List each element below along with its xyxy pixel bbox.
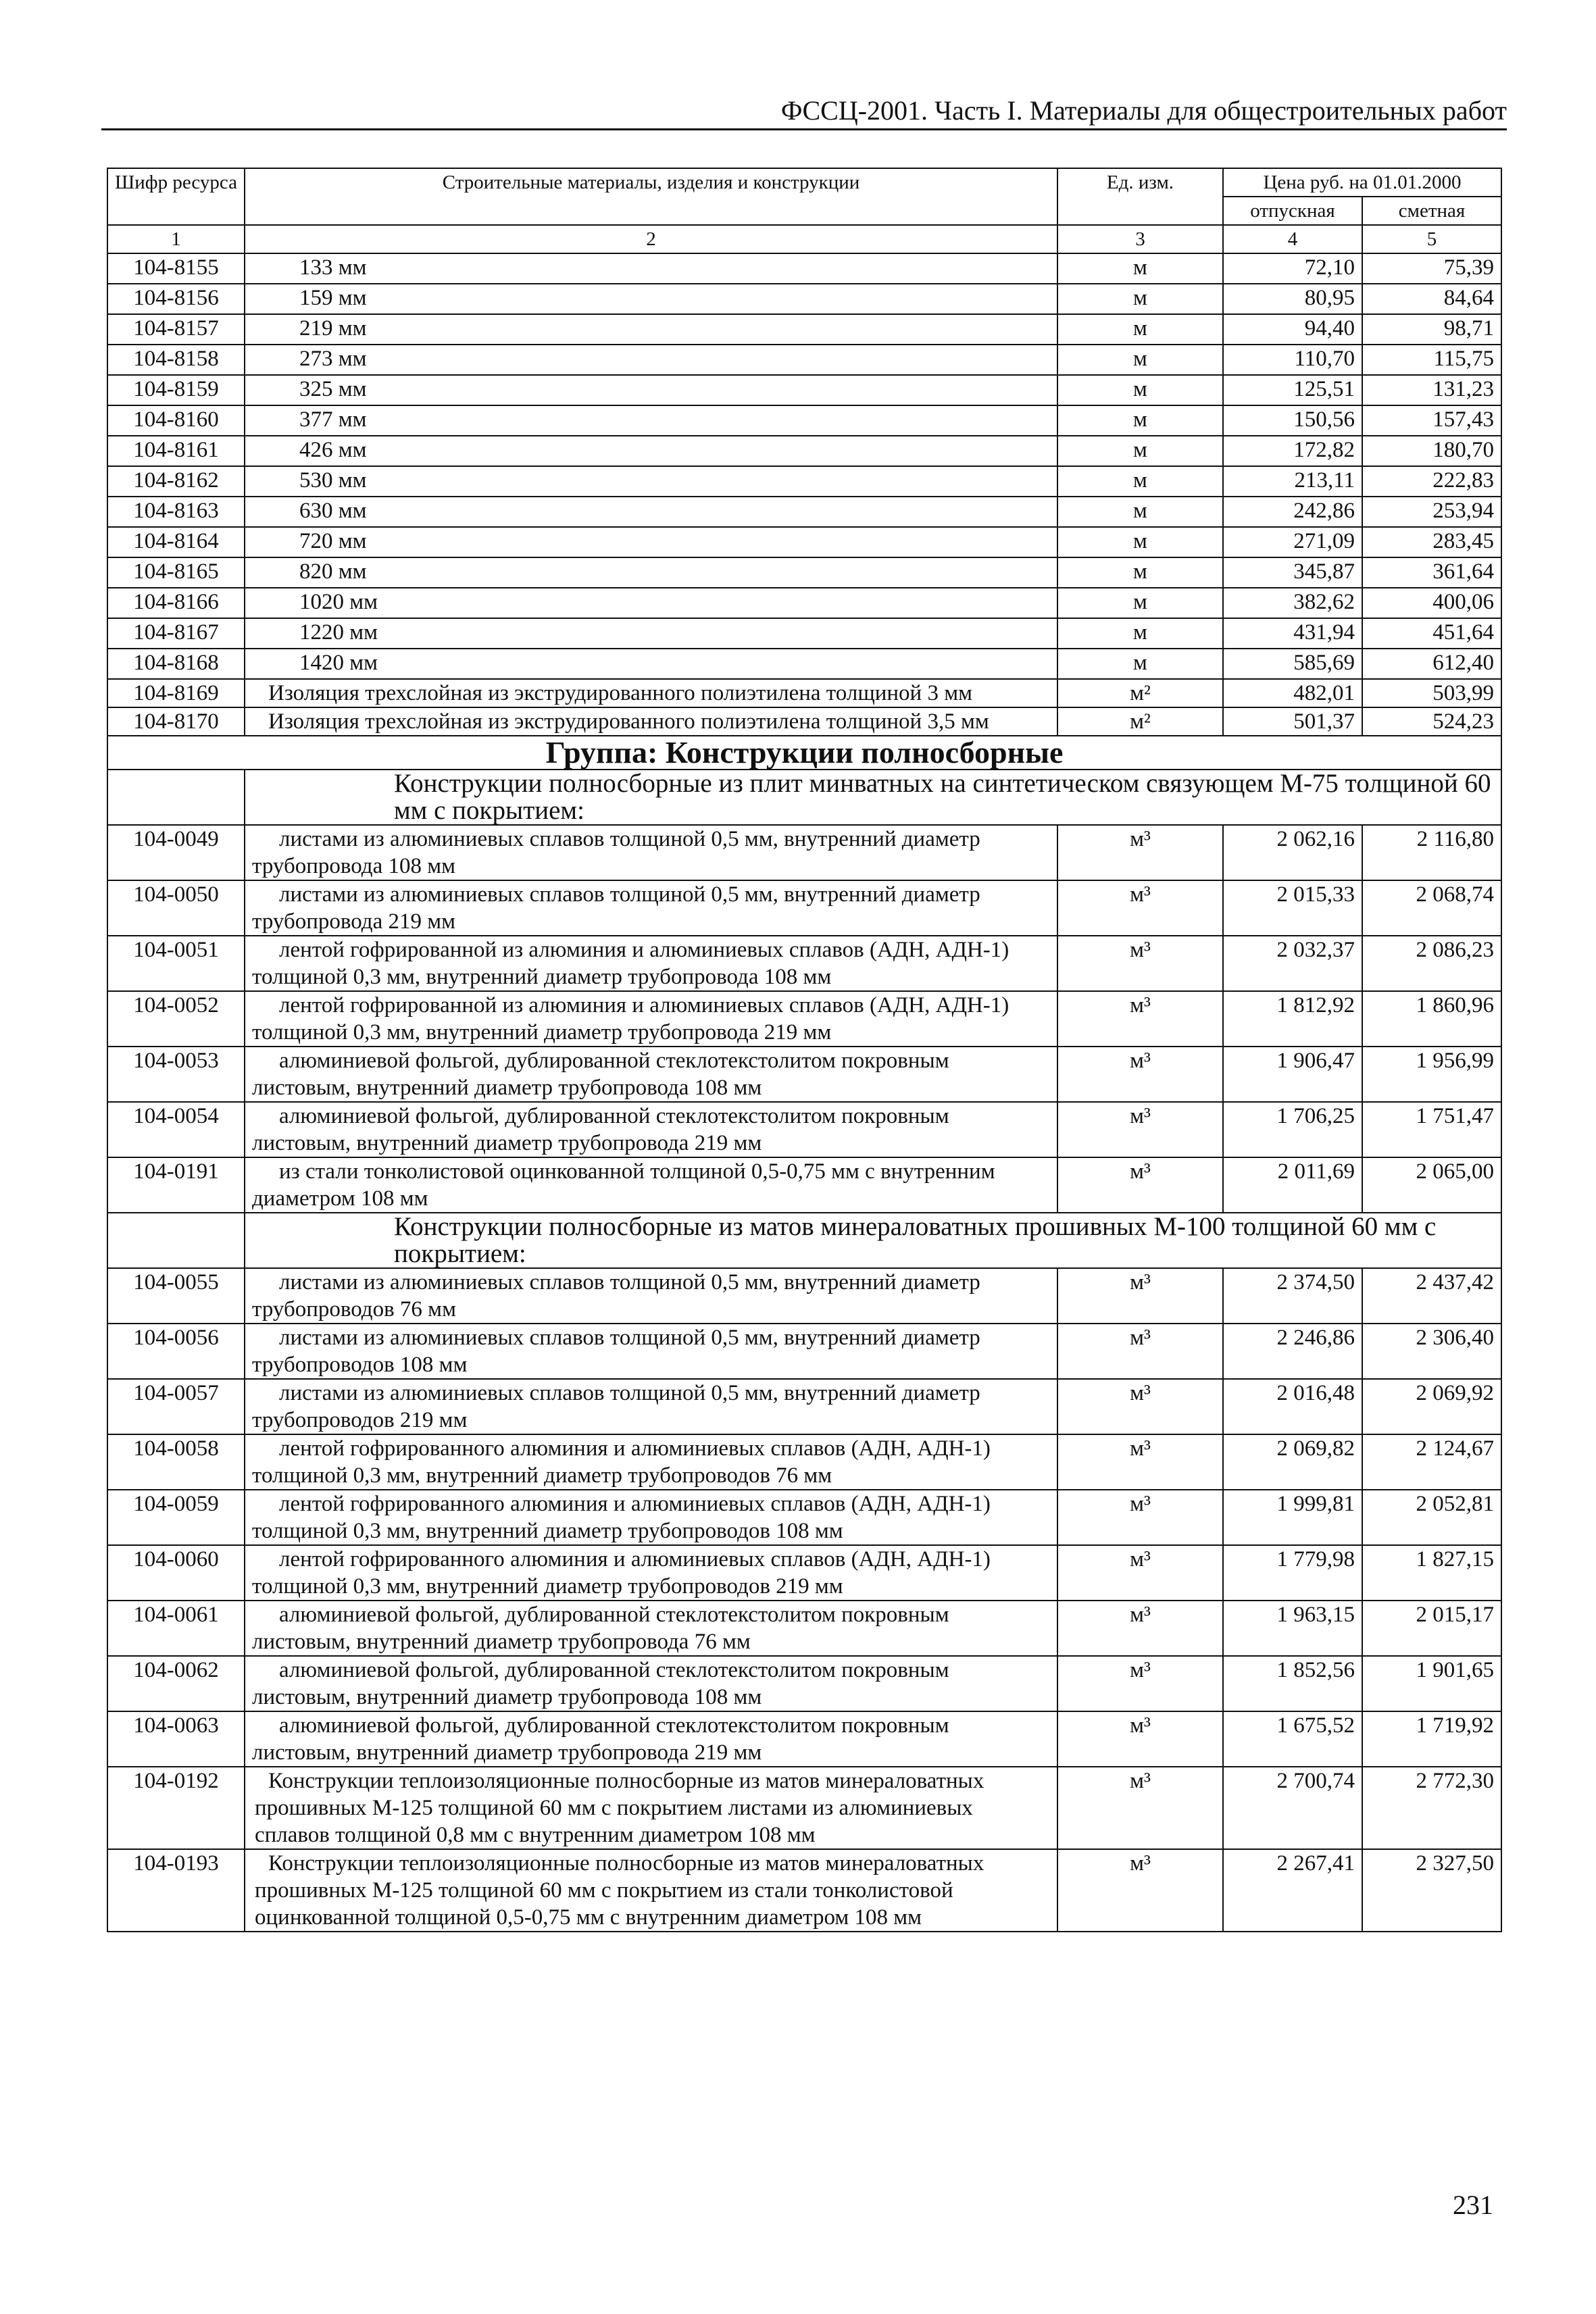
- cell-release-price: 1 999,81: [1223, 1490, 1362, 1545]
- cell-name: алюминиевой фольгой, дублированной стеклотекстолитом покровным листовым, внутренний диаметр трубопровода 219 мм: [245, 1102, 1057, 1157]
- cell-estimate-price: 2 086,23: [1362, 936, 1501, 991]
- cell-unit: м³: [1057, 825, 1223, 880]
- cell-unit: м²: [1057, 679, 1223, 707]
- cell-release-price: 2 069,82: [1223, 1434, 1362, 1490]
- column-number: 2: [245, 225, 1057, 253]
- table-row: [107, 1102, 1501, 1157]
- table-row: [107, 527, 1501, 557]
- cell-estimate-price: 115,75: [1362, 345, 1501, 375]
- cell-unit: м³: [1057, 1656, 1223, 1711]
- cell-estimate-price: 222,83: [1362, 466, 1501, 497]
- cell-estimate-price: 253,94: [1362, 497, 1501, 527]
- cell-unit: м: [1057, 466, 1223, 497]
- cell-release-price: 2 062,16: [1223, 825, 1362, 880]
- cell-code: 104-0050: [107, 880, 245, 936]
- cell-unit: м: [1057, 405, 1223, 436]
- cell-unit: м³: [1057, 1767, 1223, 1849]
- cell-estimate-price: 2 116,80: [1362, 825, 1501, 880]
- header-price-release: отпускная: [1223, 197, 1362, 225]
- group-title-row: [107, 736, 1501, 770]
- cell-release-price: 482,01: [1223, 679, 1362, 707]
- cell-release-price: 242,86: [1223, 497, 1362, 527]
- cell-name: Изоляция трехслойная из экструдированного полиэтилена толщиной 3,5 мм: [245, 707, 1057, 736]
- table-row: [107, 1379, 1501, 1434]
- table-row: [107, 436, 1501, 466]
- cell-estimate-price: 2 015,17: [1362, 1601, 1501, 1656]
- table-row: [107, 649, 1501, 679]
- cell-code: 104-0061: [107, 1601, 245, 1656]
- cell-code: 104-8168: [107, 649, 245, 679]
- page-header-title: ФССЦ-2001. Часть I. Материалы для общестроительных работ: [780, 95, 1507, 126]
- table-row: [107, 1849, 1501, 1932]
- cell-release-price: 2 015,33: [1223, 880, 1362, 936]
- table-row: [107, 314, 1501, 345]
- cell-name: 325 мм: [245, 375, 1057, 405]
- cell-unit: м: [1057, 375, 1223, 405]
- table-row: [107, 588, 1501, 618]
- cell-name: 219 мм: [245, 314, 1057, 345]
- cell-name: лентой гофрированного алюминия и алюминиевых сплавов (АДН, АДН-1) толщиной 0,3 мм, внутренний диаметр трубопроводов 76 мм: [245, 1434, 1057, 1490]
- cell-estimate-price: 131,23: [1362, 375, 1501, 405]
- section-title-row: [107, 770, 1501, 825]
- cell-estimate-price: 157,43: [1362, 405, 1501, 436]
- cell-release-price: 1 706,25: [1223, 1102, 1362, 1157]
- cell-name: листами из алюминиевых сплавов толщиной 0,5 мм, внутренний диаметр трубопроводов 219 мм: [245, 1379, 1057, 1434]
- cell-release-price: 172,82: [1223, 436, 1362, 466]
- cell-unit: м³: [1057, 1157, 1223, 1213]
- header-rule: [101, 128, 1507, 130]
- cell-code: 104-0057: [107, 1379, 245, 1434]
- cell-release-price: 72,10: [1223, 253, 1362, 284]
- cell-code: 104-8166: [107, 588, 245, 618]
- cell-release-price: 2 374,50: [1223, 1268, 1362, 1324]
- cell-estimate-price: 503,99: [1362, 679, 1501, 707]
- cell-unit: м: [1057, 253, 1223, 284]
- cell-unit: м³: [1057, 1849, 1223, 1932]
- header-unit: Ед. изм.: [1057, 168, 1223, 225]
- cell-unit: м²: [1057, 707, 1223, 736]
- cell-estimate-price: 1 860,96: [1362, 991, 1501, 1047]
- cell-name: 530 мм: [245, 466, 1057, 497]
- cell-code: 104-0193: [107, 1849, 245, 1932]
- table-row: [107, 1656, 1501, 1711]
- section-title: Конструкции полносборные из матов минераловатных прошивных М-100 толщиной 60 мм с покрытием:: [245, 1213, 1501, 1268]
- cell-code: 104-0059: [107, 1490, 245, 1545]
- cell-code: 104-0060: [107, 1545, 245, 1601]
- table-body: [107, 253, 1501, 1932]
- cell-name: листами из алюминиевых сплавов толщиной 0,5 мм, внутренний диаметр трубопровода 219 мм: [245, 880, 1057, 936]
- cell-release-price: 345,87: [1223, 557, 1362, 588]
- cell-unit: м³: [1057, 1545, 1223, 1601]
- cell-name: 159 мм: [245, 284, 1057, 314]
- cell-code: 104-0058: [107, 1434, 245, 1490]
- cell-unit: м³: [1057, 936, 1223, 991]
- cell-release-price: 1 852,56: [1223, 1656, 1362, 1711]
- cell-name: из стали тонколистовой оцинкованной толщиной 0,5-0,75 мм с внутренним диаметром 108 мм: [245, 1157, 1057, 1213]
- cell-estimate-price: 1 956,99: [1362, 1047, 1501, 1102]
- cell-release-price: 80,95: [1223, 284, 1362, 314]
- cell-unit: м: [1057, 588, 1223, 618]
- cell-code: 104-8157: [107, 314, 245, 345]
- cell-code: 104-8155: [107, 253, 245, 284]
- cell-unit: м³: [1057, 1102, 1223, 1157]
- cell-estimate-price: 2 065,00: [1362, 1157, 1501, 1213]
- cell-unit: м: [1057, 314, 1223, 345]
- cell-name: 273 мм: [245, 345, 1057, 375]
- cell-name: алюминиевой фольгой, дублированной стеклотекстолитом покровным листовым, внутренний диаметр трубопровода 108 мм: [245, 1656, 1057, 1711]
- cell-release-price: 125,51: [1223, 375, 1362, 405]
- cell-code: 104-0056: [107, 1324, 245, 1379]
- column-number: 5: [1362, 225, 1501, 253]
- cell-code: 104-0049: [107, 825, 245, 880]
- cell-estimate-price: 2 306,40: [1362, 1324, 1501, 1379]
- table-row: [107, 1711, 1501, 1767]
- cell-unit: м³: [1057, 1268, 1223, 1324]
- table-row: [107, 880, 1501, 936]
- cell-code: 104-8169: [107, 679, 245, 707]
- cell-code: 104-8164: [107, 527, 245, 557]
- cell-code: 104-8163: [107, 497, 245, 527]
- cell-unit: м: [1057, 436, 1223, 466]
- cell-release-price: 150,56: [1223, 405, 1362, 436]
- cell-code: 104-0191: [107, 1157, 245, 1213]
- cell-name: лентой гофрированной из алюминия и алюминиевых сплавов (АДН, АДН-1) толщиной 0,3 мм, внутренний диаметр трубопровода 219 мм: [245, 991, 1057, 1047]
- cell-name: Конструкции теплоизоляционные полносборные из матов минераловатных прошивных М-125 толщиной 60 мм с покрытием листами из алюминиевых сплавов толщиной 0,8 мм с внутренним диаметром 108 мм: [245, 1767, 1057, 1849]
- table-row: [107, 345, 1501, 375]
- cell-code: 104-8162: [107, 466, 245, 497]
- cell-release-price: 501,37: [1223, 707, 1362, 736]
- table-row: [107, 936, 1501, 991]
- header-code: Шифр ресурса: [107, 168, 245, 225]
- cell-release-price: 2 032,37: [1223, 936, 1362, 991]
- cell-release-price: 2 246,86: [1223, 1324, 1362, 1379]
- cell-release-price: 2 267,41: [1223, 1849, 1362, 1932]
- cell-name: 133 мм: [245, 253, 1057, 284]
- cell-name: 1020 мм: [245, 588, 1057, 618]
- cell-code: 104-8158: [107, 345, 245, 375]
- cell-unit: м³: [1057, 1601, 1223, 1656]
- table-row: [107, 284, 1501, 314]
- cell-unit: м³: [1057, 880, 1223, 936]
- cell-unit: м: [1057, 618, 1223, 649]
- cell-estimate-price: 361,64: [1362, 557, 1501, 588]
- cell-release-price: 1 675,52: [1223, 1711, 1362, 1767]
- cell-name: 1420 мм: [245, 649, 1057, 679]
- table-row: [107, 707, 1501, 736]
- table-header: [107, 168, 1501, 253]
- header-name: Строительные материалы, изделия и конструкции: [245, 168, 1057, 225]
- cell-unit: м³: [1057, 1434, 1223, 1490]
- cell-release-price: 1 963,15: [1223, 1601, 1362, 1656]
- cell-code: 104-0053: [107, 1047, 245, 1102]
- cell-name: 377 мм: [245, 405, 1057, 436]
- table-row: [107, 1545, 1501, 1601]
- column-number: 3: [1057, 225, 1223, 253]
- cell-code: 104-0051: [107, 936, 245, 991]
- table-row: [107, 497, 1501, 527]
- cell-code: 104-8160: [107, 405, 245, 436]
- cell-estimate-price: 98,71: [1362, 314, 1501, 345]
- cell-unit: м: [1057, 557, 1223, 588]
- cell-release-price: 1 812,92: [1223, 991, 1362, 1047]
- cell-code: 104-8156: [107, 284, 245, 314]
- cell-estimate-price: 75,39: [1362, 253, 1501, 284]
- group-title: Группа: Конструкции полносборные: [107, 736, 1501, 770]
- cell-code: 104-8167: [107, 618, 245, 649]
- table-row: [107, 1268, 1501, 1324]
- cell-release-price: 431,94: [1223, 618, 1362, 649]
- cell-estimate-price: 2 124,67: [1362, 1434, 1501, 1490]
- section-title: Конструкции полносборные из плит минватных на синтетическом связующем М-75 толщиной 60 мм с покрытием:: [245, 770, 1501, 825]
- table-row: [107, 375, 1501, 405]
- cell-code: 104-8161: [107, 436, 245, 466]
- cell-estimate-price: 1 901,65: [1362, 1656, 1501, 1711]
- cell-unit: м³: [1057, 1490, 1223, 1545]
- cell-name: лентой гофрированного алюминия и алюминиевых сплавов (АДН, АДН-1) толщиной 0,3 мм, внутренний диаметр трубопроводов 108 мм: [245, 1490, 1057, 1545]
- cell-name: алюминиевой фольгой, дублированной стеклотекстолитом покровным листовым, внутренний диаметр трубопровода 76 мм: [245, 1601, 1057, 1656]
- table-row: [107, 253, 1501, 284]
- table-row: [107, 1434, 1501, 1490]
- cell-estimate-price: 451,64: [1362, 618, 1501, 649]
- table-row: [107, 1490, 1501, 1545]
- cell-unit: м: [1057, 649, 1223, 679]
- cell-estimate-price: 180,70: [1362, 436, 1501, 466]
- cell-code: 104-0192: [107, 1767, 245, 1849]
- cell-release-price: 213,11: [1223, 466, 1362, 497]
- cell-unit: м: [1057, 527, 1223, 557]
- cell-code: 104-8170: [107, 707, 245, 736]
- cell-code: 104-8159: [107, 375, 245, 405]
- cell-name: алюминиевой фольгой, дублированной стеклотекстолитом покровным листовым, внутренний диаметр трубопровода 108 мм: [245, 1047, 1057, 1102]
- table-row: [107, 557, 1501, 588]
- cell-name: 1220 мм: [245, 618, 1057, 649]
- cell-release-price: 2 011,69: [1223, 1157, 1362, 1213]
- cell-release-price: 2 700,74: [1223, 1767, 1362, 1849]
- table-row: [107, 991, 1501, 1047]
- cell-name: листами из алюминиевых сплавов толщиной 0,5 мм, внутренний диаметр трубопроводов 76 мм: [245, 1268, 1057, 1324]
- cell-code: 104-8165: [107, 557, 245, 588]
- cell-estimate-price: 2 772,30: [1362, 1767, 1501, 1849]
- section-title-row: [107, 1213, 1501, 1268]
- table-row: [107, 1767, 1501, 1849]
- table-row: [107, 405, 1501, 436]
- table-row: [107, 1324, 1501, 1379]
- cell-name: лентой гофрированного алюминия и алюминиевых сплавов (АДН, АДН-1) толщиной 0,3 мм, внутренний диаметр трубопроводов 219 мм: [245, 1545, 1057, 1601]
- cell-release-price: 585,69: [1223, 649, 1362, 679]
- cell-estimate-price: 524,23: [1362, 707, 1501, 736]
- cell-estimate-price: 84,64: [1362, 284, 1501, 314]
- cell-estimate-price: 2 069,92: [1362, 1379, 1501, 1434]
- page-number: 231: [1453, 2190, 1493, 2220]
- cell-release-price: 110,70: [1223, 345, 1362, 375]
- cell-release-price: 271,09: [1223, 527, 1362, 557]
- cell-estimate-price: 400,06: [1362, 588, 1501, 618]
- column-number: 1: [107, 225, 245, 253]
- cell-code: 104-0062: [107, 1656, 245, 1711]
- table-row: [107, 466, 1501, 497]
- table-row: [107, 618, 1501, 649]
- cell-estimate-price: 1 719,92: [1362, 1711, 1501, 1767]
- cell-name: Изоляция трехслойная из экструдированного полиэтилена толщиной 3 мм: [245, 679, 1057, 707]
- cell-release-price: 382,62: [1223, 588, 1362, 618]
- cell-release-price: 1 906,47: [1223, 1047, 1362, 1102]
- cell-estimate-price: 1 751,47: [1362, 1102, 1501, 1157]
- price-table: [107, 168, 1502, 1932]
- cell-unit: м³: [1057, 1047, 1223, 1102]
- cell-estimate-price: 2 068,74: [1362, 880, 1501, 936]
- cell-unit: м³: [1057, 1324, 1223, 1379]
- header-price-estimate: сметная: [1362, 197, 1501, 225]
- cell-release-price: 94,40: [1223, 314, 1362, 345]
- column-number-row: [107, 225, 1501, 253]
- cell-unit: м: [1057, 284, 1223, 314]
- column-number: 4: [1223, 225, 1362, 253]
- cell-code: 104-0063: [107, 1711, 245, 1767]
- cell-name: 426 мм: [245, 436, 1057, 466]
- cell-release-price: 2 016,48: [1223, 1379, 1362, 1434]
- cell-code: 104-0052: [107, 991, 245, 1047]
- cell-estimate-price: 2 437,42: [1362, 1268, 1501, 1324]
- cell-name: Конструкции теплоизоляционные полносборные из матов минераловатных прошивных М-125 толщиной 60 мм с покрытием из стали тонколистовой оцинкованной толщиной 0,5-0,75 мм с внутренним диаметром 108 мм: [245, 1849, 1057, 1932]
- cell-unit: м: [1057, 345, 1223, 375]
- cell-name: листами из алюминиевых сплавов толщиной 0,5 мм, внутренний диаметр трубопроводов 108 мм: [245, 1324, 1057, 1379]
- cell-name: 820 мм: [245, 557, 1057, 588]
- table-row: [107, 1601, 1501, 1656]
- cell-estimate-price: 2 052,81: [1362, 1490, 1501, 1545]
- cell-unit: м³: [1057, 1711, 1223, 1767]
- cell-name: лентой гофрированной из алюминия и алюминиевых сплавов (АДН, АДН-1) толщиной 0,3 мм, внутренний диаметр трубопровода 108 мм: [245, 936, 1057, 991]
- cell-name: алюминиевой фольгой, дублированной стеклотекстолитом покровным листовым, внутренний диаметр трубопровода 219 мм: [245, 1711, 1057, 1767]
- table-row: [107, 1157, 1501, 1213]
- cell-name: 630 мм: [245, 497, 1057, 527]
- cell-release-price: 1 779,98: [1223, 1545, 1362, 1601]
- table-row: [107, 1047, 1501, 1102]
- cell-estimate-price: 2 327,50: [1362, 1849, 1501, 1932]
- cell-estimate-price: 283,45: [1362, 527, 1501, 557]
- cell-code: 104-0055: [107, 1268, 245, 1324]
- cell-estimate-price: 612,40: [1362, 649, 1501, 679]
- cell-estimate-price: 1 827,15: [1362, 1545, 1501, 1601]
- cell-unit: м: [1057, 497, 1223, 527]
- cell-code-empty: [107, 770, 245, 825]
- table-row: [107, 825, 1501, 880]
- cell-name: листами из алюминиевых сплавов толщиной 0,5 мм, внутренний диаметр трубопровода 108 мм: [245, 825, 1057, 880]
- cell-code: 104-0054: [107, 1102, 245, 1157]
- cell-unit: м³: [1057, 991, 1223, 1047]
- table-row: [107, 679, 1501, 707]
- cell-unit: м³: [1057, 1379, 1223, 1434]
- cell-name: 720 мм: [245, 527, 1057, 557]
- header-price-group: Цена руб. на 01.01.2000: [1223, 168, 1501, 197]
- cell-code-empty: [107, 1213, 245, 1268]
